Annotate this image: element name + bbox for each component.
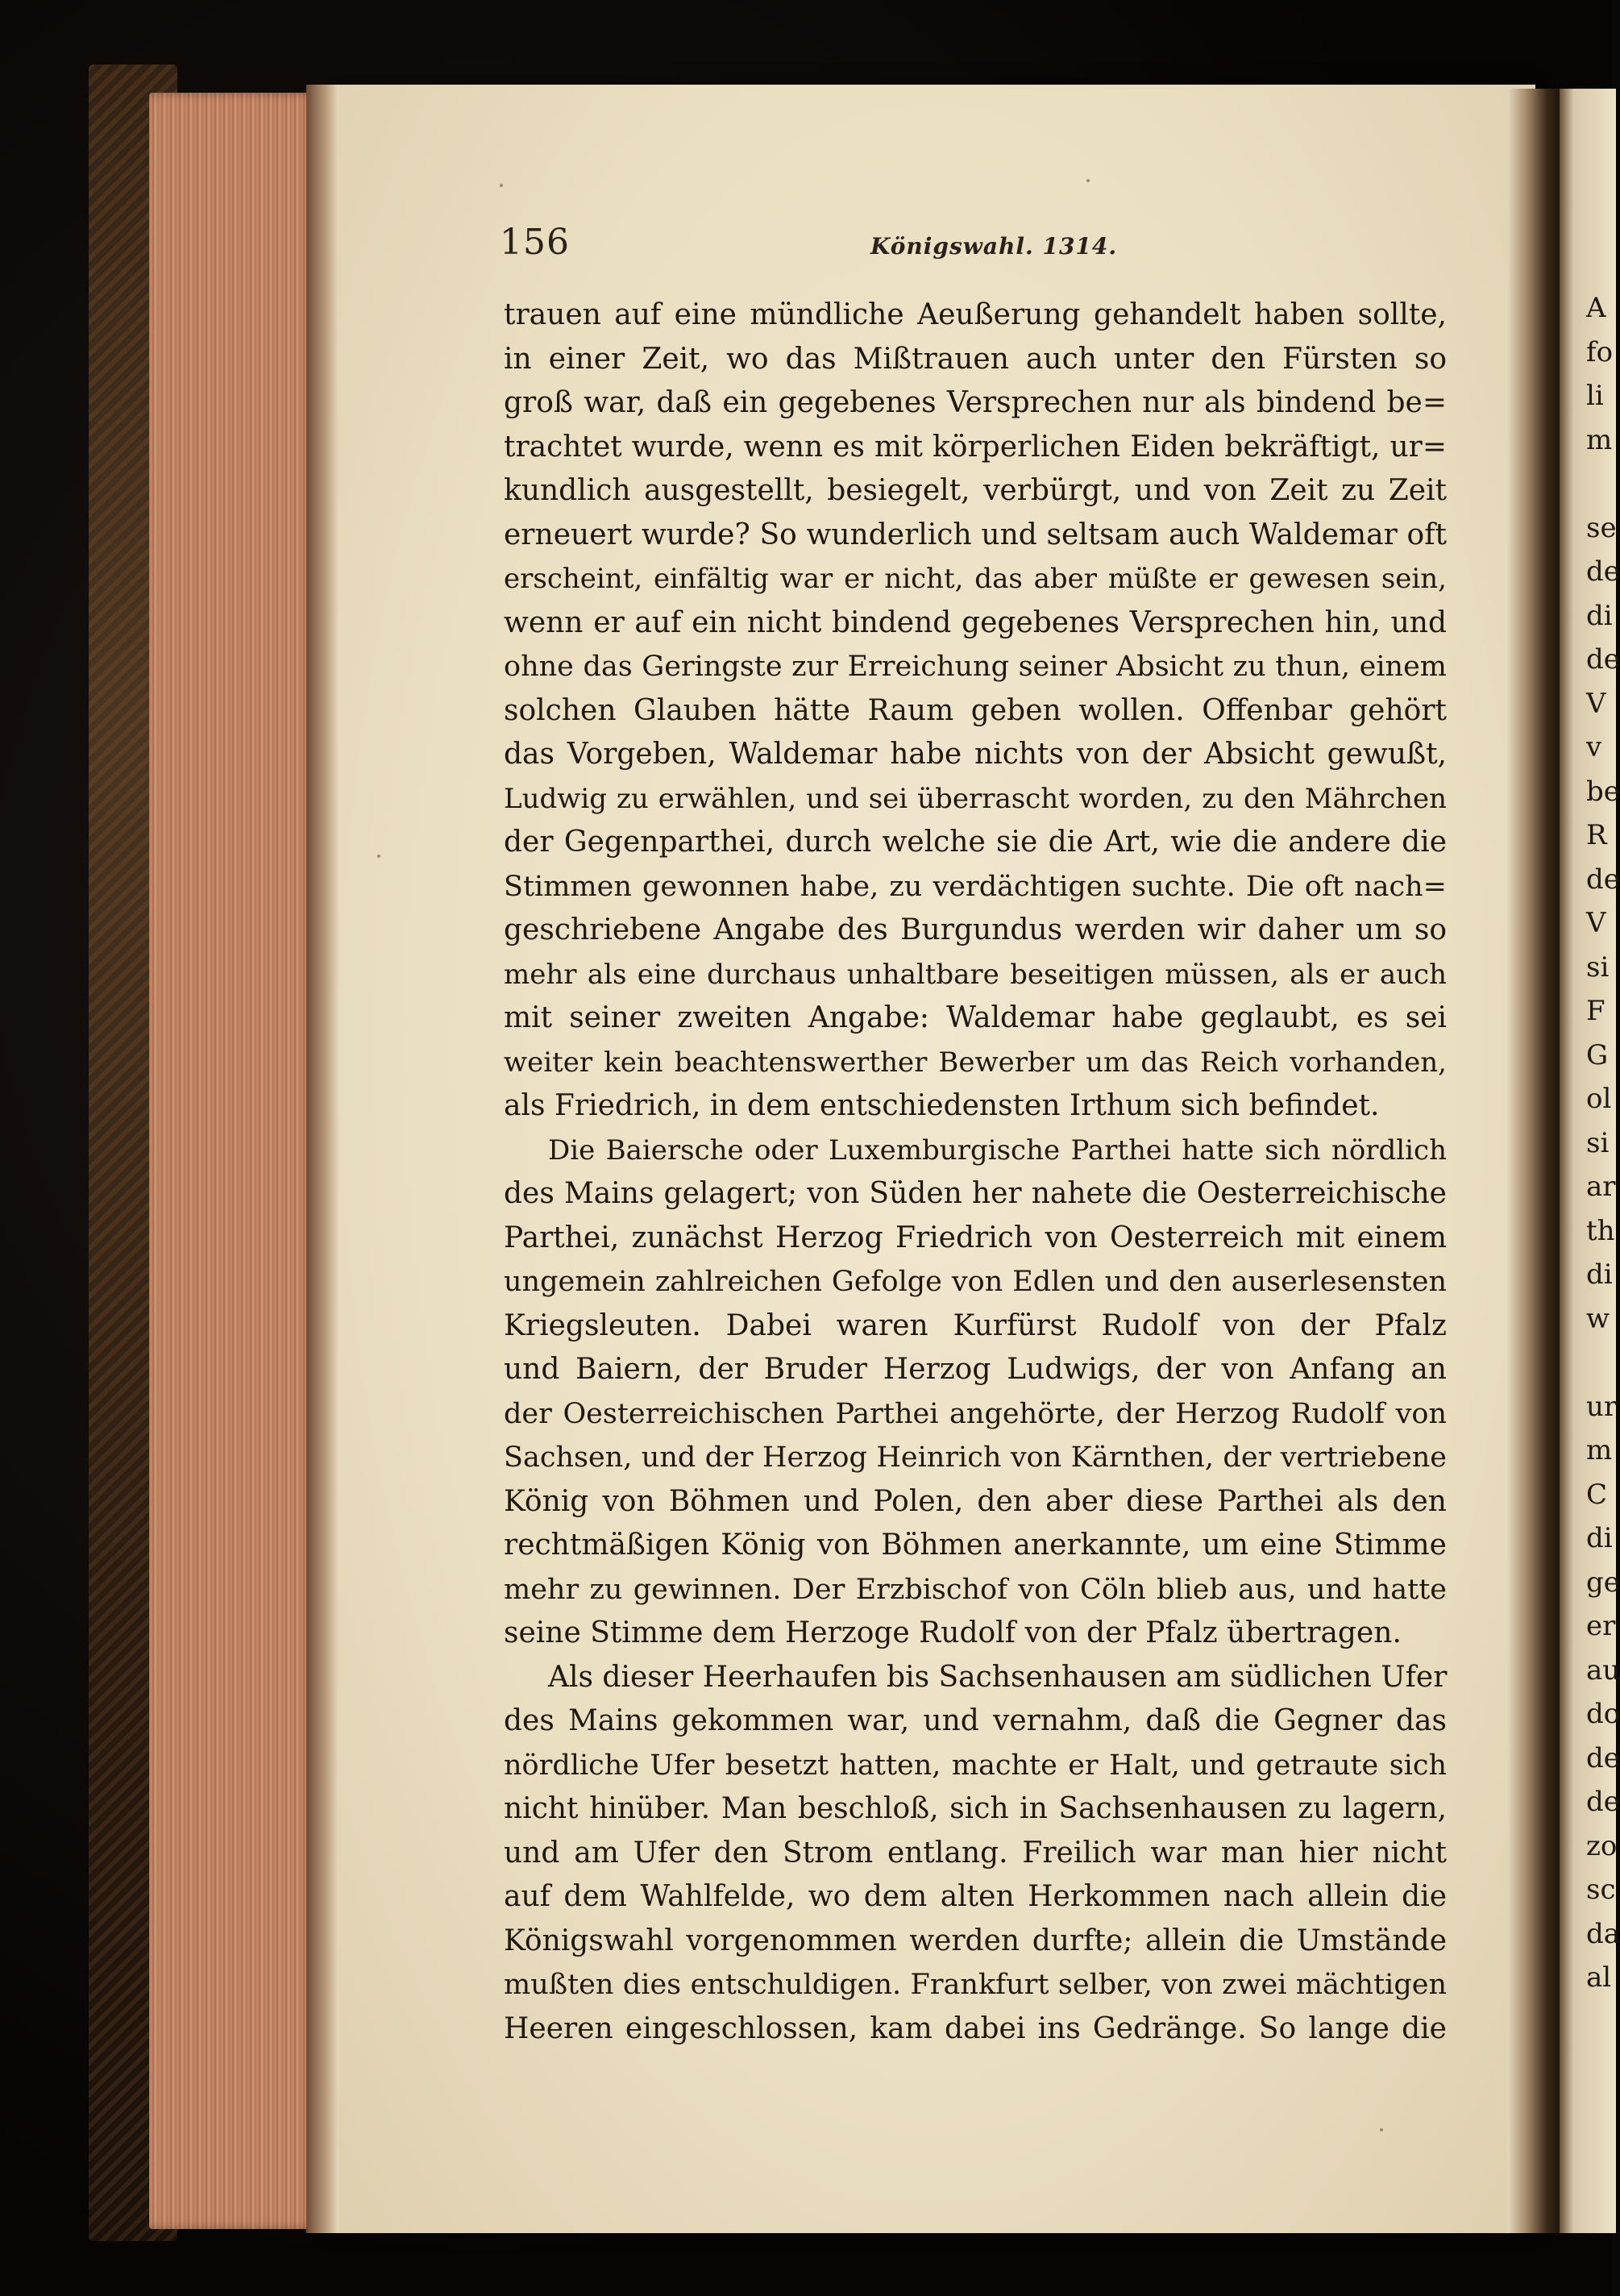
facing-page-fragment: w [1586, 1302, 1610, 1335]
text-line: des Mains gelagert; von Süden her nahete die Oesterreichische [504, 1177, 1447, 1210]
text-line: das Vorgeben, Waldemar habe nichts von der Absicht gewußt, [504, 738, 1447, 771]
text-line: und Baiern, der Bruder Herzog Ludwigs, der von Anfang an [504, 1353, 1447, 1386]
facing-page-fragment: er [1586, 1610, 1616, 1642]
facing-page-fragment: al [1586, 1961, 1612, 1994]
facing-page-fragment: G [1586, 1038, 1609, 1071]
facing-page-fragment: ge [1586, 1566, 1620, 1599]
text-line: trachtet wurde, wenn es mit körperlichen Eiden bekräftigt, ur= [504, 430, 1447, 464]
text-line: rechtmäßigen König von Böhmen anerkannte, um eine Stimme [504, 1529, 1447, 1562]
text-line: Die Baiersche oder Luxemburgische Parthei hatte sich nördlich [548, 1133, 1447, 1167]
facing-page-fragment: v [1586, 731, 1602, 763]
text-line: kundlich ausgestellt, besiegelt, verbürgt, und von Zeit zu Zeit [504, 474, 1447, 507]
text-line: wenn er auf ein nicht bindend gegebenes Versprechen hin, und [504, 605, 1447, 639]
facing-page-fragment: di [1586, 1258, 1613, 1291]
facing-page-fragment: de [1586, 863, 1620, 896]
facing-page-fragment: V [1586, 687, 1606, 720]
facing-page-fragment: li [1586, 380, 1604, 412]
facing-page-fragment [1586, 1341, 1618, 1385]
text-line: der Gegenparthei, durch welche sie die Art, wie die andere die [504, 826, 1447, 859]
facing-page-fragment: th [1586, 1214, 1615, 1247]
running-head [500, 222, 1451, 270]
left-page-gutter-shadow [306, 85, 339, 2233]
facing-page-fragment: si [1586, 950, 1610, 984]
running-head-title: Königswahl. 1314. [870, 233, 1118, 260]
page-block-edges [149, 93, 318, 2229]
facing-page-fragment: A [1586, 292, 1606, 324]
text-line: Heeren eingeschlossen, kam dabei ins Gedränge. So lange die [504, 2011, 1447, 2045]
text-line: nicht hinüber. Man beschloß, sich in Sachsenhausen zu lagern, [504, 1792, 1447, 1825]
facing-page-fragment: fo [1586, 335, 1614, 368]
facing-page-fragment: da [1586, 1917, 1620, 1950]
facing-page-fragment: R [1586, 819, 1607, 851]
facing-page-fragment: V [1586, 907, 1606, 939]
text-line: nördliche Ufer besetzt hatten, machte er Halt, und getraute sich [504, 1749, 1447, 1782]
text-line: erscheint, einfältig war er nicht, das aber müßte er gewesen sein, [504, 563, 1447, 595]
text-line: Königswahl vorgenommen werden durfte; allein die Umstände [504, 1924, 1447, 1957]
text-line: Kriegsleuten. Dabei waren Kurfürst Rudolf von der Pfalz [504, 1308, 1447, 1342]
text-line: ohne das Geringste zur Erreichung seiner Absicht zu thun, einem [504, 651, 1447, 683]
center-gutter [1507, 89, 1564, 2233]
facing-page-fragment: C [1586, 1478, 1608, 1511]
facing-page-fragment: di [1586, 1522, 1613, 1554]
text-line: groß war, daß ein gegebenes Versprechen nur als bindend be= [504, 386, 1447, 419]
text-line: König von Böhmen und Polen, den aber diese Parthei als den [504, 1484, 1447, 1518]
text-line: mit seiner zweiten Angabe: Waldemar habe geglaubt, es sei [504, 1001, 1447, 1034]
text-line: in einer Zeit, wo das Mißtrauen auch unter den Fürsten so [504, 342, 1447, 376]
facing-page-fragment: de [1586, 643, 1620, 676]
facing-page-fragment: ar [1586, 1171, 1616, 1203]
paper-speck [1086, 179, 1090, 182]
paper-speck [1380, 2128, 1383, 2132]
text-line: als Friedrich, in dem entschiedensten Irthum sich befindet. [504, 1089, 1380, 1122]
paper-speck [500, 184, 503, 187]
facing-page-fragment: sc [1586, 1874, 1616, 1906]
text-line: der Oesterreichischen Parthei angehörte, der Herzog Rudolf von [504, 1397, 1447, 1430]
text-line: mehr zu gewinnen. Der Erzbischof von Cöln blieb aus, und hatte [504, 1573, 1447, 1606]
text-line: erneuert wurde? So wunderlich und seltsam auch Waldemar oft [504, 518, 1447, 551]
facing-page-fragment: m [1586, 1434, 1613, 1466]
facing-page-fragment: do [1586, 1698, 1620, 1730]
text-line: weiter kein beachtenswerther Bewerber um das Reich vorhanden, [504, 1046, 1447, 1079]
facing-page-fragment: si [1586, 1126, 1610, 1159]
facing-page-fragment: de [1586, 1786, 1620, 1818]
facing-page-text-fragments [1586, 286, 1618, 2000]
paper-speck [377, 855, 380, 858]
facing-page-fragment: di [1586, 599, 1613, 632]
facing-page-fragment: ur [1586, 1390, 1618, 1423]
text-line: auf dem Wahlfelde, wo dem alten Herkommen nach allein die [504, 1880, 1447, 1913]
facing-page-fragment: be [1586, 775, 1620, 808]
text-line: und am Ufer den Strom entlang. Freilich war man hier nicht [504, 1836, 1447, 1870]
body-text [504, 293, 1447, 2051]
text-line: Ludwig zu erwählen, und sei überrascht worden, zu den Mährchen [504, 782, 1447, 815]
text-line: Als dieser Heerhaufen bis Sachsenhausen am südlichen Ufer [548, 1660, 1448, 1694]
text-line: Stimmen gewonnen habe, zu verdächtigen suchte. Die oft nach= [504, 870, 1447, 903]
facing-page-fragment [1586, 462, 1618, 506]
facing-page-fragment: ol [1586, 1083, 1612, 1115]
facing-page-fragment: au [1586, 1653, 1620, 1687]
text-line: Parthei, zunächst Herzog Friedrich von Oesterreich mit einem [504, 1221, 1447, 1254]
text-line: Sachsen, und der Herzog Heinrich von Kärnthen, der vertriebene [504, 1441, 1447, 1474]
facing-page-fragment: de [1586, 1741, 1620, 1774]
text-line: ungemein zahlreichen Gefolge von Edlen und den auserlesensten [504, 1266, 1447, 1298]
facing-page-fragment: de [1586, 555, 1620, 588]
facing-page-fragment: F [1586, 995, 1605, 1027]
facing-page-fragment: m [1586, 423, 1613, 456]
text-line: trauen auf eine mündliche Aeußerung gehandelt haben sollte, [504, 298, 1447, 331]
text-line: solchen Glauben hätte Raum geben wollen. Offenbar gehört [504, 693, 1447, 727]
text-line: geschriebene Angabe des Burgundus werden wir daher um so [504, 913, 1447, 946]
text-line: mußten dies entschuldigen. Frankfurt selber, von zwei mächtigen [504, 1969, 1447, 2001]
facing-page-fragment: zo [1586, 1829, 1618, 1862]
text-line: mehr als eine durchaus unhaltbare beseitigen müssen, als er auch [504, 958, 1447, 991]
text-line: seine Stimme dem Herzoge Rudolf von der Pfalz übertragen. [504, 1616, 1402, 1649]
text-line: des Mains gekommen war, und vernahm, daß die Gegner das [504, 1704, 1447, 1737]
page-number: 156 [500, 222, 570, 263]
facing-page-fragment: se [1586, 511, 1617, 544]
